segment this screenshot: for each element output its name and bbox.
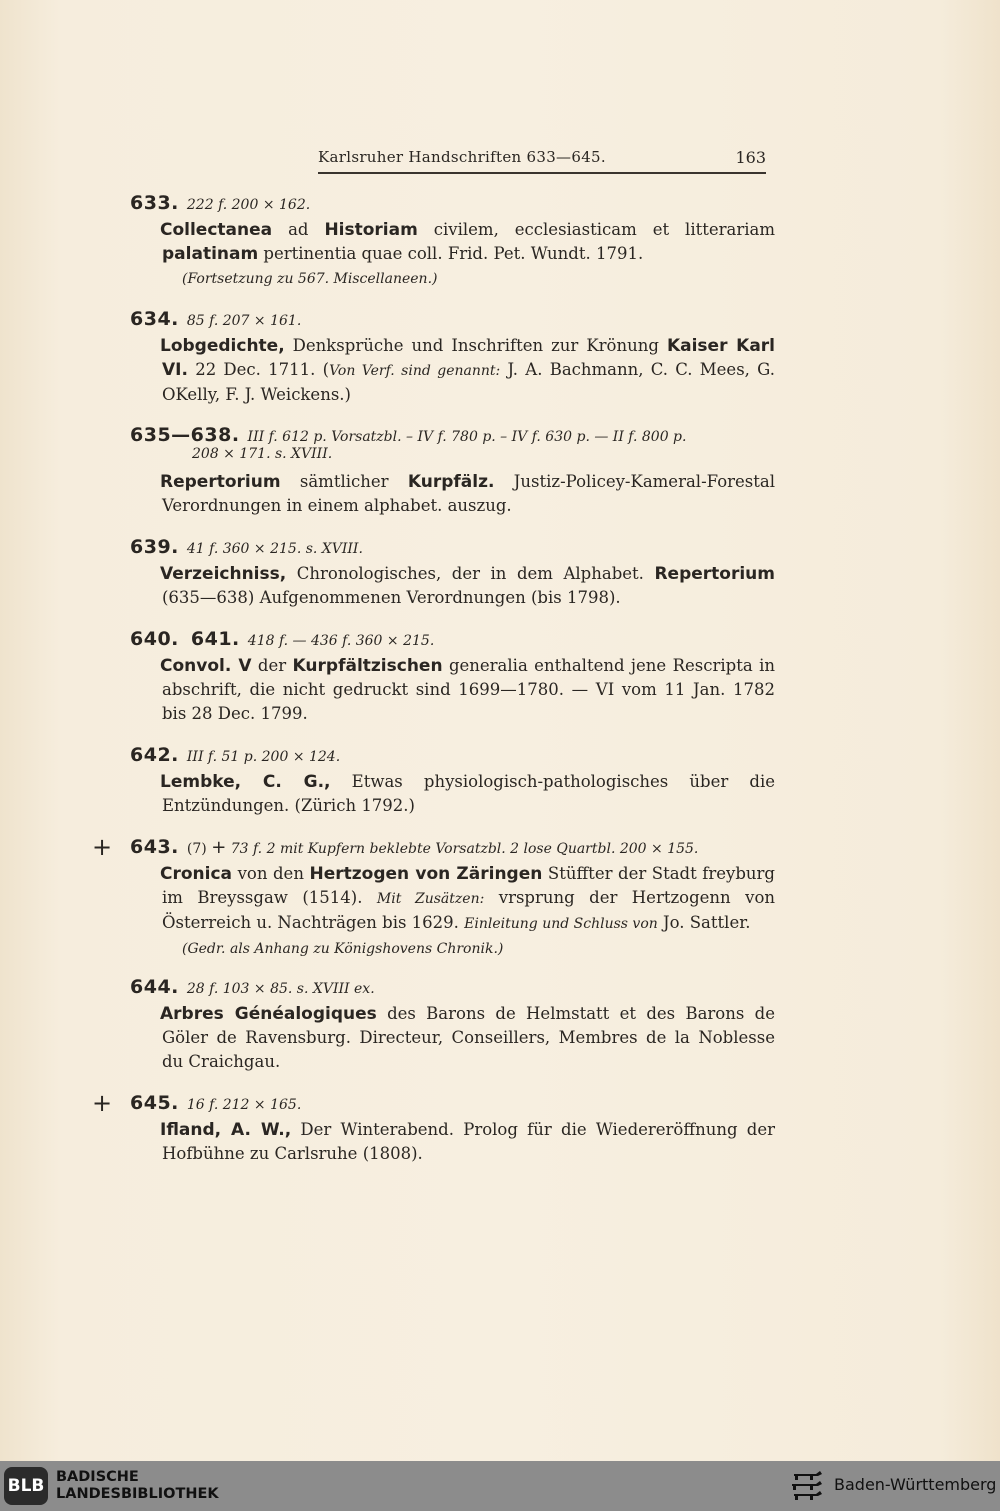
entry-keyword: palatinam — [162, 244, 259, 264]
entry-description — [130, 218, 775, 266]
entry-text: sämtlicher — [280, 472, 408, 491]
entry-text: Stüffter der Stadt freyburg im Breyssgaw (1514). — [162, 864, 775, 907]
entry-keyword: Cronica — [160, 864, 233, 884]
entry-meta: 418 f. — 436 f. 360 × 215. — [247, 633, 435, 649]
entry-description — [130, 1118, 775, 1166]
entry-text: generalia enthaltend jene Rescripta in abschrift, die nicht gedruckt sind 1699—1780. — VI vom 11 Jan. 1782 bis 28 Dec. 1799. — [162, 656, 775, 723]
entry-keyword: Verzeichniss, — [160, 564, 287, 584]
entry-meta: III f. 51 p. 200 × 124. — [186, 749, 341, 765]
entry-number: 634. — [130, 308, 179, 330]
entry-head — [92, 833, 775, 862]
entry-head — [130, 192, 775, 218]
entry-number: 635—638. — [130, 424, 240, 446]
entry-description — [130, 470, 775, 518]
entry-keyword: Hertzogen von Zäringen — [309, 864, 543, 884]
entry-text: Etwas physiologisch-pathologisches über die Entzündungen. (Zürich 1792.) — [162, 772, 775, 815]
entry-meta: 28 f. 103 × 85. s. XVIII ex. — [186, 981, 375, 997]
catalog-entry — [130, 628, 775, 726]
entry-description — [130, 562, 775, 610]
catalog-entry — [130, 976, 775, 1074]
entry-text: vrsprung der Hertzogenn von Österreich u. Nachträgen bis 1629. — [162, 888, 775, 932]
entry-head — [130, 628, 775, 654]
entry-head — [92, 1089, 775, 1118]
header-title: Karlsruher Handschriften 633—645. — [318, 148, 606, 166]
plus-marker: + — [92, 1089, 113, 1117]
lions-crest-icon — [790, 1469, 826, 1503]
entry-text: Jo. Sattler. — [657, 913, 751, 932]
entry-note: (Fortsetzung zu 567. Miscellaneen.) — [182, 271, 438, 287]
entry-italic: Mit Zusätzen: — [376, 891, 485, 907]
entry-number: 640. — [130, 628, 179, 650]
entry-head — [130, 308, 775, 334]
plus-inline: + — [211, 837, 227, 858]
entry-meta: 41 f. 360 × 215. s. XVIII. — [186, 541, 363, 557]
plus-marker: + — [92, 833, 113, 861]
entry-italic: Von Verf. sind genannt: — [329, 363, 501, 379]
entry-text: Der Winterabend. Prolog für die Wiedereröffnung der Hofbühne zu Carlsruhe (1808). — [162, 1120, 775, 1163]
entry-keyword: Repertorium — [160, 472, 281, 492]
catalog-entry — [130, 744, 775, 818]
catalog-entry — [130, 536, 775, 610]
entry-meta: 73 f. 2 mit Kupfern beklebte Vorsatzbl. 2 lose Quartbl. 200 × 155. — [230, 841, 699, 857]
entry-number: 633. — [130, 192, 179, 214]
entry-number: 644. — [130, 976, 179, 998]
entry-head — [130, 976, 775, 1002]
entry-keyword: Collectanea — [160, 220, 273, 240]
library-name-line2: LANDESBIBLIOTHEK — [56, 1486, 219, 1502]
entry-text: ad — [272, 220, 325, 239]
entry-text: pertinentia quae coll. Frid. Pet. Wundt. 1791. — [258, 244, 644, 263]
entry-keyword: Ifland, A. W., — [160, 1120, 292, 1140]
entry-text: civilem, ecclesiasticam et litterariam — [417, 220, 775, 239]
entry-number: 639. — [130, 536, 179, 558]
page-number: 163 — [735, 148, 766, 167]
entry-number: 645. — [130, 1092, 179, 1114]
entry-keyword: Historiam — [324, 220, 418, 240]
library-name-line1: BADISCHE — [56, 1469, 139, 1485]
library-name[interactable] — [56, 1469, 219, 1503]
entry-keyword: Kurpfältzischen — [292, 656, 443, 676]
entry-description — [130, 334, 775, 407]
entry-text: Denksprüche und Inschriften zur Krönung — [284, 336, 667, 355]
state-name[interactable]: Baden-Württemberg — [834, 1475, 997, 1494]
entry-text: von den — [232, 864, 310, 883]
entry-keyword: Kurpfälz. — [407, 472, 495, 492]
footer-bar — [0, 1461, 1000, 1511]
entry-text: Justiz-Policey-Kameral-Forestal Verordnungen in einem alphabet. auszug. — [162, 472, 775, 515]
entry-head-continued — [130, 446, 775, 470]
entry-description — [130, 770, 775, 818]
entry-keyword: Lembke, C. G., — [160, 772, 331, 792]
catalog-entry — [130, 308, 775, 407]
entry-description — [130, 862, 775, 936]
entry-keyword: Lobgedichte, — [160, 336, 285, 356]
running-header — [318, 148, 766, 174]
entry-keyword: Kaiser Karl VI. — [162, 336, 776, 380]
entry-italic: Einleitung und Schluss von — [464, 916, 658, 932]
entry-meta: III f. 612 p. Vorsatzbl. – IV f. 780 p. – IV f. 630 p. — II f. 800 p. — [247, 429, 687, 445]
entry-head — [130, 744, 775, 770]
entry-keyword: Repertorium — [654, 564, 775, 584]
entry-description — [130, 654, 775, 726]
catalog-entry — [130, 424, 775, 518]
entry-text: des Barons de Helmstatt et des Barons de Göler de Ravensburg. Directeur, Conseillers, Membres de la Noblesse du Craichgau. — [162, 1004, 775, 1071]
entry-text: J. A. Bachmann, C. C. Mees, G. OKelly, F. J. Weickens.) — [162, 360, 775, 404]
catalog-entry — [92, 833, 775, 962]
entry-meta-prefix: (7) — [186, 841, 207, 857]
entry-head — [130, 536, 775, 562]
entry-meta: 222 f. 200 × 162. — [186, 197, 311, 213]
entry-text: (635—638) Aufgenommenen Verordnungen (bis 1798). — [162, 588, 621, 607]
entry-meta: 85 f. 207 × 161. — [186, 313, 302, 329]
catalog-entry — [130, 192, 775, 292]
entry-number: 643. — [130, 836, 179, 858]
entry-keyword: Arbres Généalogiques — [160, 1004, 377, 1024]
catalog-entry — [92, 1089, 775, 1166]
entry-number-second: 641. — [190, 628, 240, 650]
entry-text: Chronologisches, der in dem Alphabet. — [286, 564, 655, 583]
entry-text: 22 Dec. 1711. ( — [187, 360, 330, 379]
entry-keyword: Convol. V — [160, 656, 252, 676]
entry-text: der — [251, 656, 293, 675]
blb-logo[interactable]: BLB — [4, 1467, 48, 1505]
entry-meta: 16 f. 212 × 165. — [186, 1097, 302, 1113]
entry-meta: 208 × 171. s. XVIII. — [192, 446, 333, 462]
entry-description — [130, 1002, 775, 1074]
entry-number: 642. — [130, 744, 179, 766]
entry-note: (Gedr. als Anhang zu Königshovens Chronik.) — [182, 941, 504, 957]
